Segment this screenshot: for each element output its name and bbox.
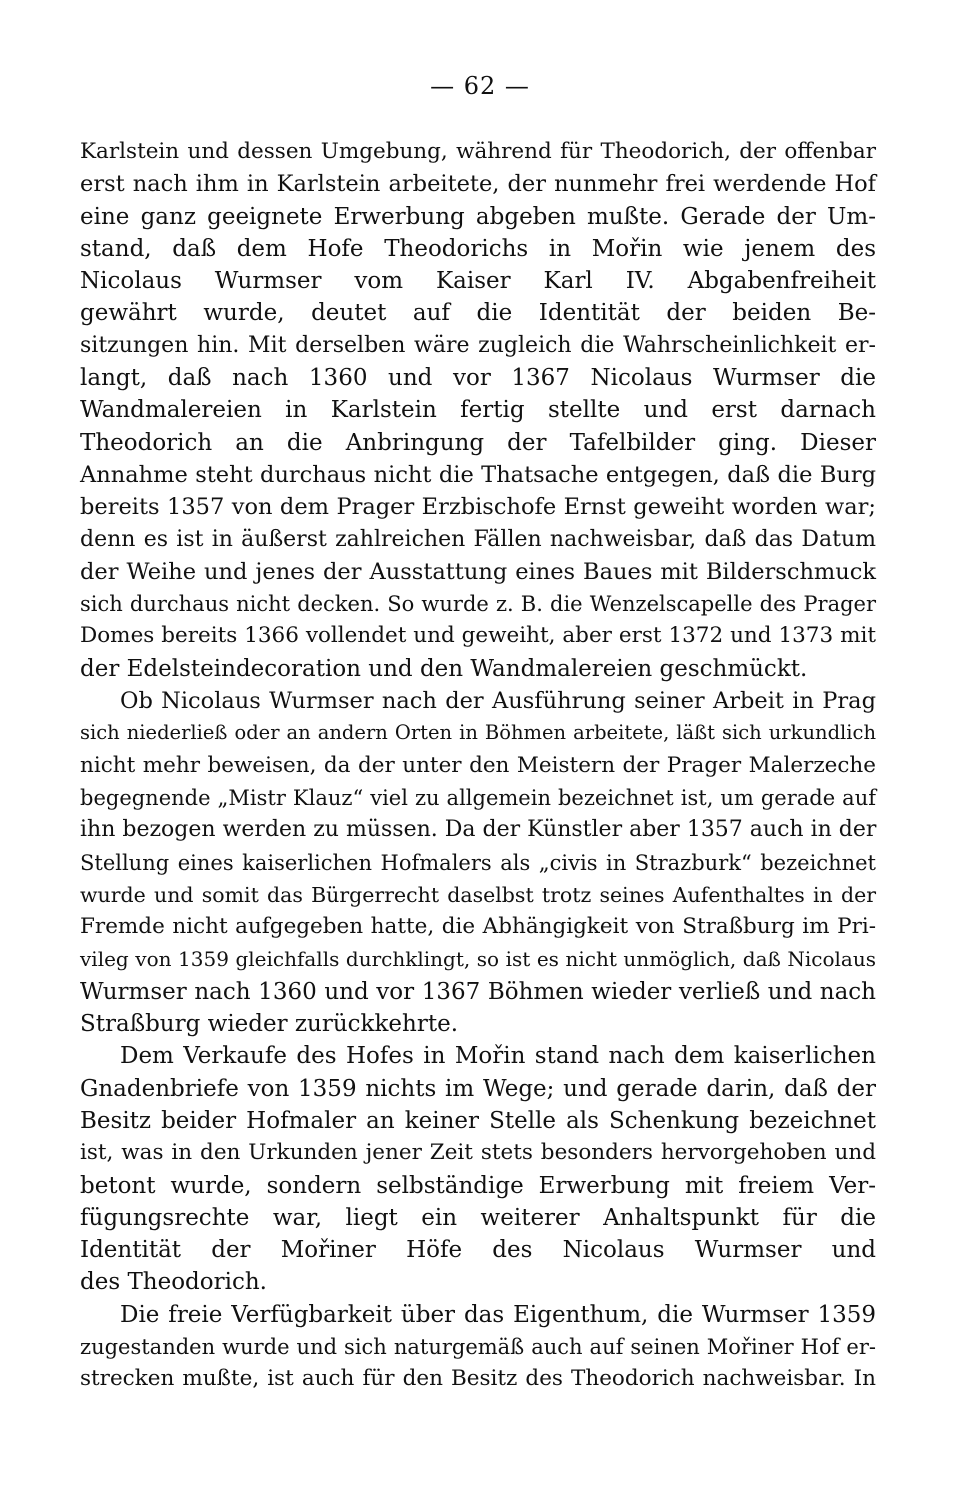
- text-line: langt, daß nach 1360 und vor 1367 Nicolaus Wurmser die: [80, 365, 876, 392]
- text-line: Identität der Mořiner Höfe des Nicolaus Wurmser und: [80, 1237, 876, 1264]
- text-line: Dem Verkaufe des Hofes in Mořin stand nach dem kaiserlichen: [120, 1043, 876, 1070]
- text-line: Gnadenbriefe von 1359 nichts im Wege; und gerade darin, daß der: [80, 1075, 876, 1102]
- text-line: ihn bezogen werden zu müssen. Da der Künstler aber 1357 auch in der: [80, 817, 877, 843]
- text-line: Karlstein und dessen Umgebung, während für Theodorich, der offenbar: [80, 139, 876, 164]
- text-line: Die freie Verfügbarkeit über das Eigenthum, die Wurmser 1359: [120, 1301, 876, 1328]
- text-line: der Edelsteindecoration und den Wandmalereien geschmückt.: [80, 655, 808, 682]
- text-line: erst nach ihm in Karlstein arbeitete, der nunmehr frei werdende Hof: [80, 171, 876, 198]
- text-line: Straßburg wieder zurückkehrte.: [80, 1011, 459, 1038]
- text-line: Stellung eines kaiserlichen Hofmalers als „civis in Strazburk“ bezeichnet: [80, 850, 876, 875]
- text-line: Nicolaus Wurmser vom Kaiser Karl IV. Abgabenfreiheit: [80, 268, 876, 295]
- text-line: Theodorich an die Anbringung der Tafelbilder ging. Dieser: [80, 429, 876, 456]
- text-line: nicht mehr beweisen, da der unter den Meistern der Prager Malerzeche: [80, 752, 876, 778]
- text-line: stand, daß dem Hofe Theodorichs in Mořin wie jenem des: [80, 235, 876, 262]
- text-line: der Weihe und jenes der Ausstattung eines Baues mit Bilderschmuck: [80, 558, 876, 585]
- text-line: Ob Nicolaus Wurmser nach der Ausführung seiner Arbeit in Prag: [120, 688, 876, 715]
- text-line: eine ganz geeignete Erwerbung abgeben mußte. Gerade der Um-: [80, 203, 876, 230]
- text-line: vileg von 1359 gleichfalls durchklingt, so ist es nicht unmöglich, daß Nicolaus: [80, 947, 876, 972]
- body-text: [80, 136, 876, 1396]
- text-line: ist, was in den Urkunden jener Zeit stets besonders hervorgehoben und: [80, 1140, 876, 1166]
- text-line: Wandmalereien in Karlstein fertig stellte und erst darnach: [80, 397, 876, 424]
- text-line: begegnende „Mistr Klauz“ viel zu allgemein bezeichnet ist, um gerade auf: [80, 785, 876, 810]
- text-line: bereits 1357 von dem Prager Erzbischofe Ernst geweiht worden war;: [80, 494, 876, 521]
- text-line: des Theodorich.: [80, 1269, 267, 1296]
- text-line: Wurmser nach 1360 und vor 1367 Böhmen wieder verließ und nach: [80, 978, 876, 1005]
- text-line: wurde und somit das Bürgerrecht daselbst trotz seines Aufenthaltes in der: [80, 882, 876, 907]
- text-line: Domes bereits 1366 vollendet und geweiht, aber erst 1372 und 1373 mit: [80, 623, 876, 649]
- text-line: Besitz beider Hofmaler an keiner Stelle als Schenkung bezeichnet: [80, 1107, 876, 1134]
- text-line: zugestanden wurde und sich naturgemäß auch auf seinen Mořiner Hof er-: [80, 1334, 876, 1359]
- text-line: strecken mußte, ist auch für den Besitz des Theodorich nachweisbar. In: [80, 1366, 876, 1392]
- text-line: Annahme steht durchaus nicht die Thatsache entgegen, daß die Burg: [80, 461, 876, 488]
- page-number: — 62 —: [430, 72, 530, 100]
- text-line: sich niederließ oder an andern Orten in Böhmen arbeitete, läßt sich urkundlich: [80, 721, 876, 745]
- text-line: Fremde nicht aufgegeben hatte, die Abhängigkeit von Straßburg im Pri-: [80, 914, 876, 940]
- text-line: denn es ist in äußerst zahlreichen Fällen nachweisbar, daß das Datum: [80, 526, 876, 552]
- text-line: sich durchaus nicht decken. So wurde z. B. die Wenzelscapelle des Prager: [80, 592, 876, 617]
- text-line: fügungsrechte war, liegt ein weiterer Anhaltspunkt für die: [80, 1204, 876, 1231]
- text-line: sitzungen hin. Mit derselben wäre zugleich die Wahrscheinlichkeit er-: [80, 332, 876, 358]
- text-line: gewährt wurde, deutet auf die Identität der beiden Be-: [80, 300, 876, 327]
- text-line: betont wurde, sondern selbständige Erwerbung mit freiem Ver-: [80, 1172, 876, 1199]
